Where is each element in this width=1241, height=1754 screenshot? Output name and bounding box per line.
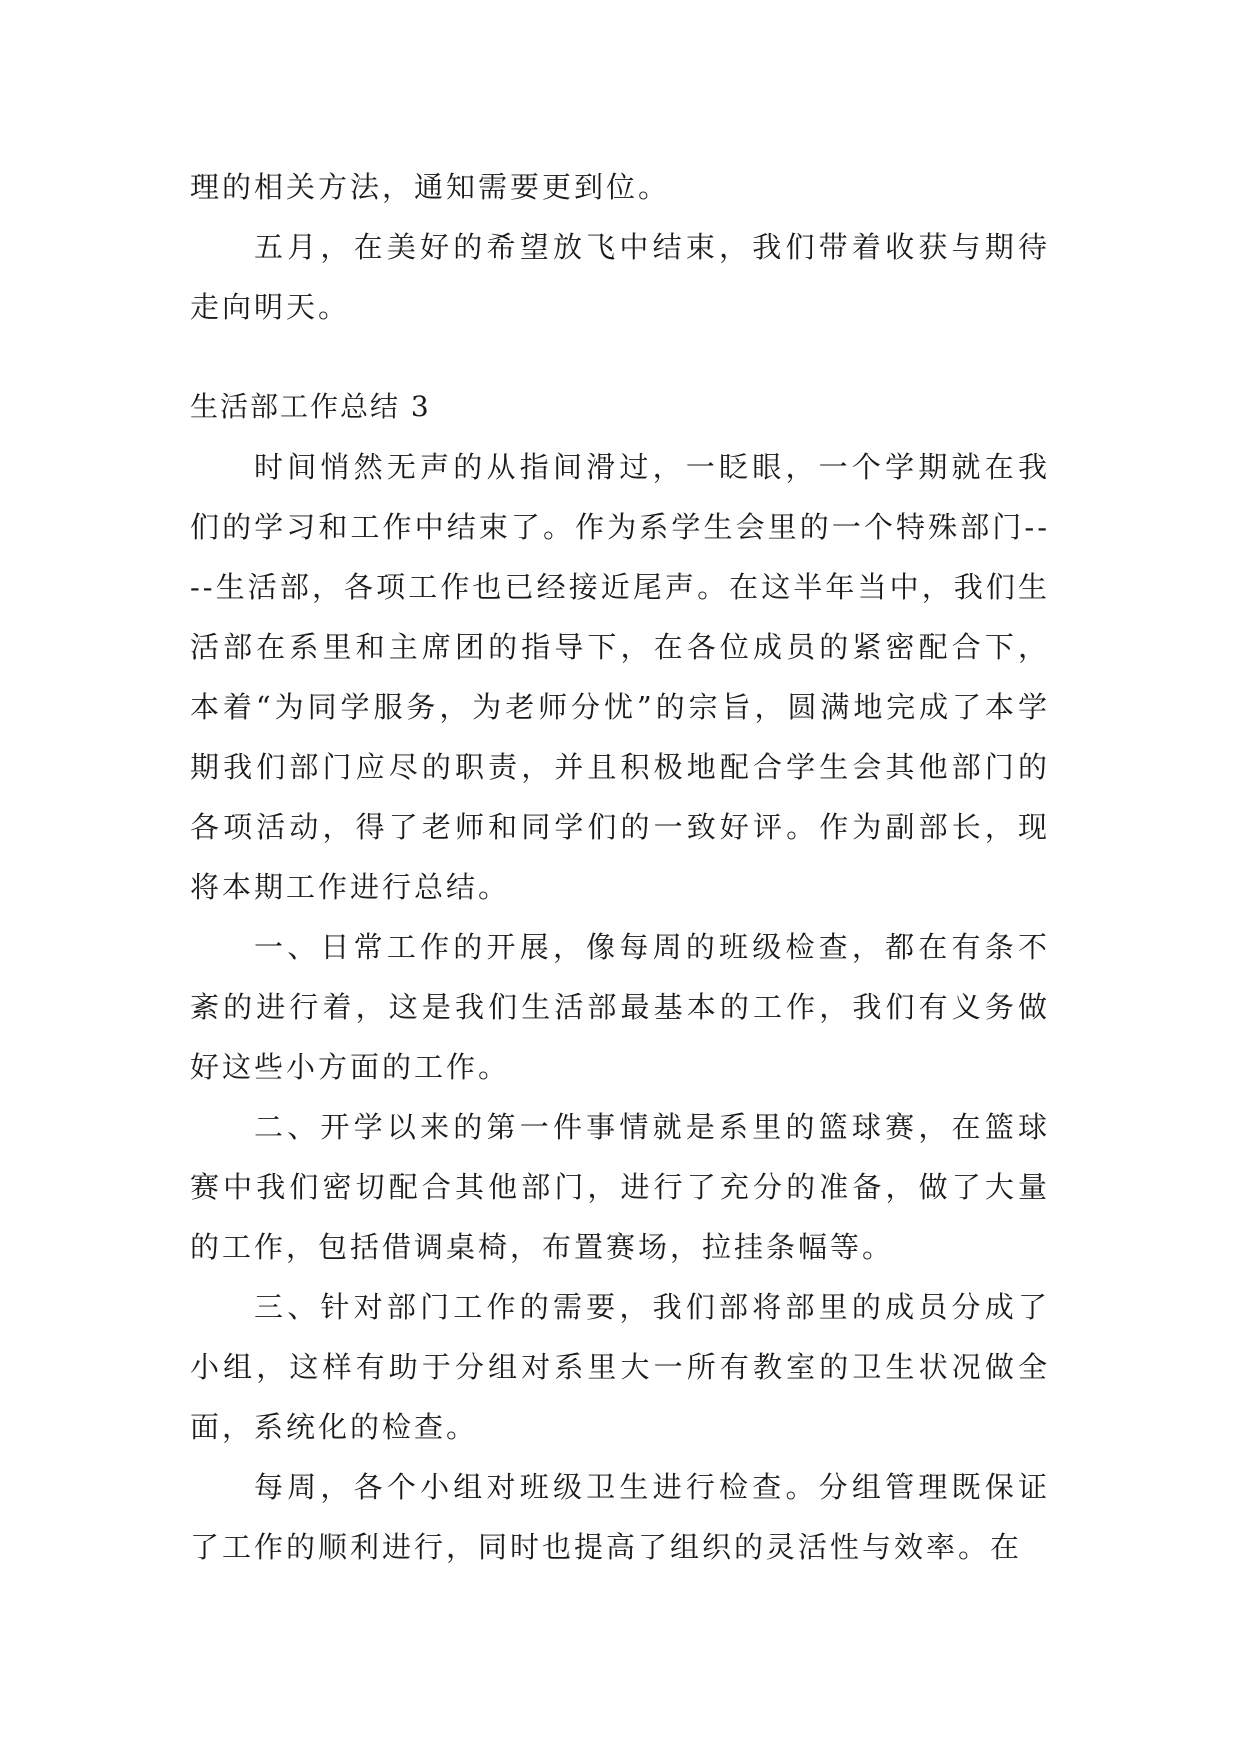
paragraph-may-summary: 五月，在美好的希望放飞中结束，我们带着收获与期待走向明天。 xyxy=(190,230,1050,324)
paragraph-item-1: 一、日常工作的开展，像每周的班级检查，都在有条不紊的进行着，这是我们生活部最基本的工作，我们有义务做好这些小方面的工作。 xyxy=(190,930,1050,1084)
paragraph-intro: 时间悄然无声的从指间滑过，一眨眼，一个学期就在我们的学习和工作中结束了。作为系学生会里的一个特殊部门----生活部，各项工作也已经接近尾声。在这半年当中，我们生活部在系里和主席团的指导下，在各位成员的紧密配合下，本着“为同学服务，为老师分忧”的宗旨，圆满地完成了本学期我们部门应尽的职责，并且积极地配合学生会其他部门的各项活动，得了老师和同学们的一致好评。作为副部长，现将本期工作进行总结。 xyxy=(190,450,1050,904)
paragraph-item-2: 二、开学以来的第一件事情就是系里的篮球赛，在篮球赛中我们密切配合其他部门，进行了充分的准备，做了大量的工作，包括借调桌椅，布置赛场，拉挂条幅等。 xyxy=(190,1110,1050,1264)
paragraph-continuation: 理的相关方法，通知需要更到位。 xyxy=(190,170,671,204)
document-body xyxy=(190,157,1050,1577)
paragraph-item-3: 三、针对部门工作的需要，我们部将部里的成员分成了小组，这样有助于分组对系里大一所有教室的卫生状况做全面，系统化的检查。 xyxy=(190,1290,1050,1444)
paragraph-weekly-check: 每周，各个小组对班级卫生进行检查。分组管理既保证了工作的顺利进行，同时也提高了组织的灵活性与效率。在 xyxy=(190,1470,1050,1564)
section-heading: 生活部工作总结 3 xyxy=(190,390,431,423)
